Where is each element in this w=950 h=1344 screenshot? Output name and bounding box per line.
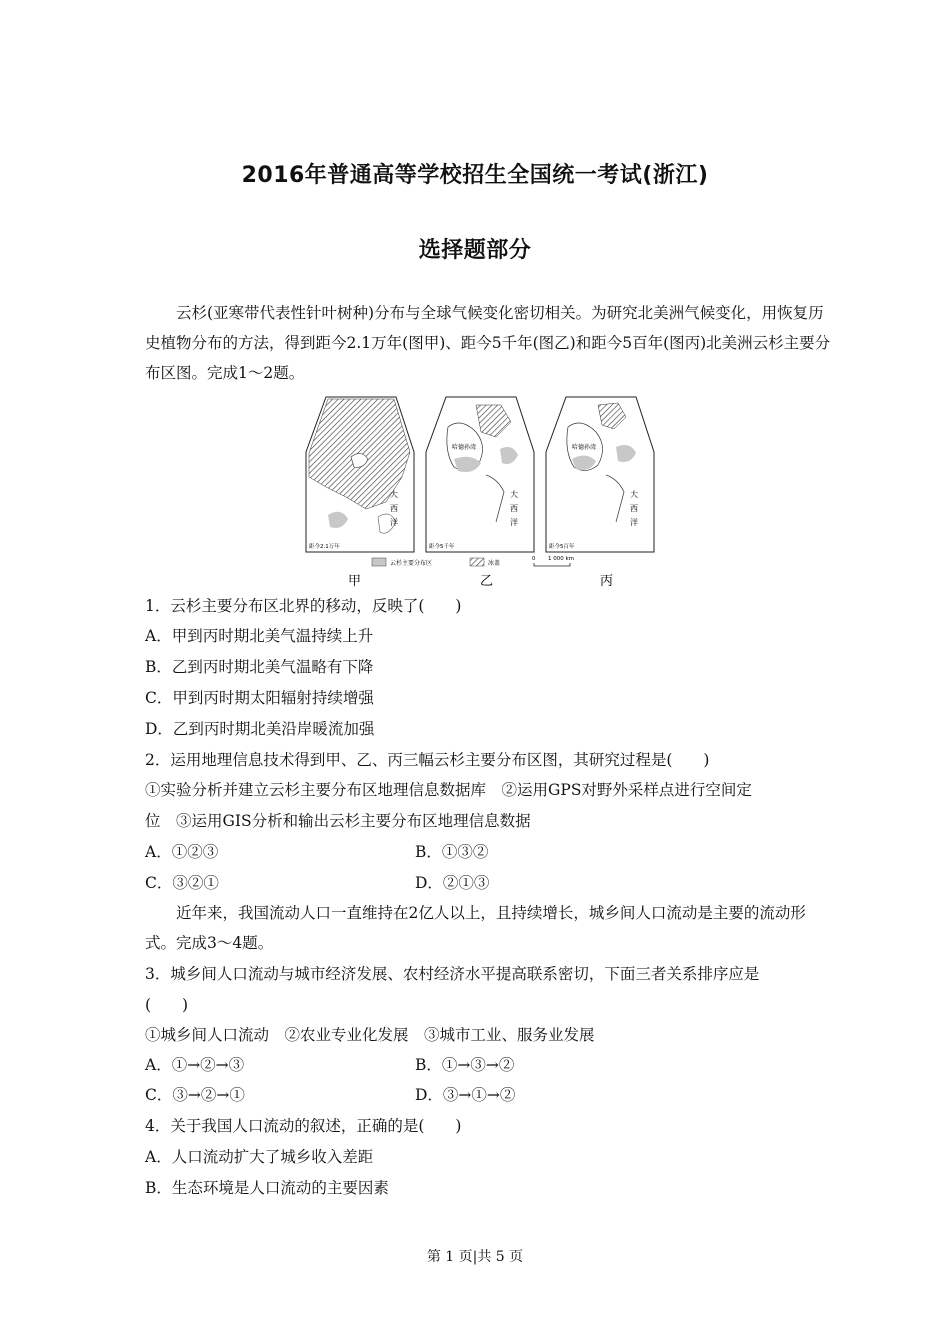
- svg-text:洋: 洋: [510, 518, 518, 527]
- q3-stem-line1: 3．城乡间人口流动与城市经济发展、农村经济水平提高联系密切，下面三者关系排序应是: [145, 965, 760, 983]
- svg-text:哈德孙湾: 哈德孙湾: [572, 444, 597, 451]
- exam-title: 2016年普通高等学校招生全国统一考试(浙江): [241, 163, 709, 188]
- q3-option-b[interactable]: B．①→③→②: [415, 1056, 515, 1074]
- q3-option-a[interactable]: A．①→②→③: [145, 1056, 245, 1074]
- q1-option-c[interactable]: C．甲到丙时期太阳辐射持续增强: [145, 689, 374, 707]
- q1-option-b[interactable]: B．乙到丙时期北美气温略有下降: [145, 658, 374, 676]
- q1-option-a[interactable]: A．甲到丙时期北美气温持续上升: [145, 627, 374, 645]
- q2-option-b[interactable]: B．①③②: [415, 843, 489, 861]
- map-yi-stamp: 距今5千年: [429, 544, 455, 550]
- intro-passage-2: 近年来，我国流动人口一直维持在2亿人以上，且持续增长，城乡间人口流动是主要的流动形式。完成3～4题。: [145, 904, 806, 952]
- map-bing-stamp: 距今5百年: [549, 544, 575, 550]
- hudson-bay-label: 哈德孙湾: [452, 444, 477, 451]
- q2-stem: 2．运用地理信息技术得到甲、乙、丙三幅云杉主要分布区图，其研究过程是( ): [145, 751, 710, 769]
- q4-option-a[interactable]: A．人口流动扩大了城乡收入差距: [145, 1148, 374, 1166]
- ocean-label-3: 洋: [390, 518, 398, 527]
- q1-option-d[interactable]: D．乙到丙时期北美沿岸暖流加强: [145, 720, 375, 738]
- map-label-jia: 甲: [348, 574, 362, 589]
- svg-text:西: 西: [630, 504, 638, 513]
- q4-stem: 4．关于我国人口流动的叙述，正确的是( ): [145, 1117, 462, 1135]
- svg-text:大: 大: [630, 490, 638, 499]
- q3-stem-line2: ( ): [145, 996, 189, 1014]
- q2-option-c[interactable]: C．③②①: [145, 874, 219, 892]
- q2-option-a[interactable]: A．①②③: [145, 843, 219, 861]
- q2-items-line1: ①实验分析并建立云杉主要分布区地理信息数据库 ②运用GPS对野外采样点进行空间定: [145, 781, 752, 799]
- section-title: 选择题部分: [418, 238, 532, 263]
- ocean-label-1: 大: [390, 490, 398, 499]
- legend-spruce: 云杉主要分布区: [390, 560, 433, 567]
- ocean-label-2: 西: [390, 504, 398, 513]
- map-jia: [306, 397, 414, 552]
- intro-passage-1: 云杉(亚寒带代表性针叶树种)分布与全球气候变化密切相关。为研究北美洲气候变化，用恢复历史植物分布的方法，得到距今2.1万年(图甲)、距今5千年(图乙)和距今5百年(图丙)北美洲云杉主要分布区图。完成1～2题。: [145, 304, 831, 382]
- q1-stem: 1．云杉主要分布区北界的移动，反映了( ): [145, 597, 462, 615]
- map-legend: [372, 556, 574, 567]
- q3-option-d[interactable]: D．③→①→②: [415, 1086, 516, 1104]
- q4-option-b[interactable]: B．生态环境是人口流动的主要因素: [145, 1179, 389, 1197]
- map-bing: [546, 397, 654, 552]
- spruce-distribution-maps: [300, 395, 660, 590]
- svg-text:大: 大: [510, 490, 518, 499]
- legend-scale: 1 000 km: [548, 556, 575, 562]
- map-yi: [426, 397, 534, 552]
- map-label-yi: 乙: [480, 574, 494, 589]
- legend-scale-zero: 0: [532, 556, 536, 562]
- map-jia-stamp: 距今2.1万年: [309, 544, 340, 550]
- map-label-bing: 丙: [600, 574, 614, 589]
- q3-items: ①城乡间人口流动 ②农业专业化发展 ③城市工业、服务业发展: [145, 1026, 595, 1044]
- legend-ice: 冰盖: [488, 560, 501, 567]
- page-footer: 第 1 页|共 5 页: [426, 1249, 524, 1265]
- q2-option-d[interactable]: D．②①③: [415, 874, 490, 892]
- q2-items-line2: 位 ③运用GIS分析和输出云杉主要分布区地理信息数据: [145, 812, 531, 830]
- q3-option-c[interactable]: C．③→②→①: [145, 1086, 245, 1104]
- svg-text:洋: 洋: [630, 518, 638, 527]
- svg-text:西: 西: [510, 504, 518, 513]
